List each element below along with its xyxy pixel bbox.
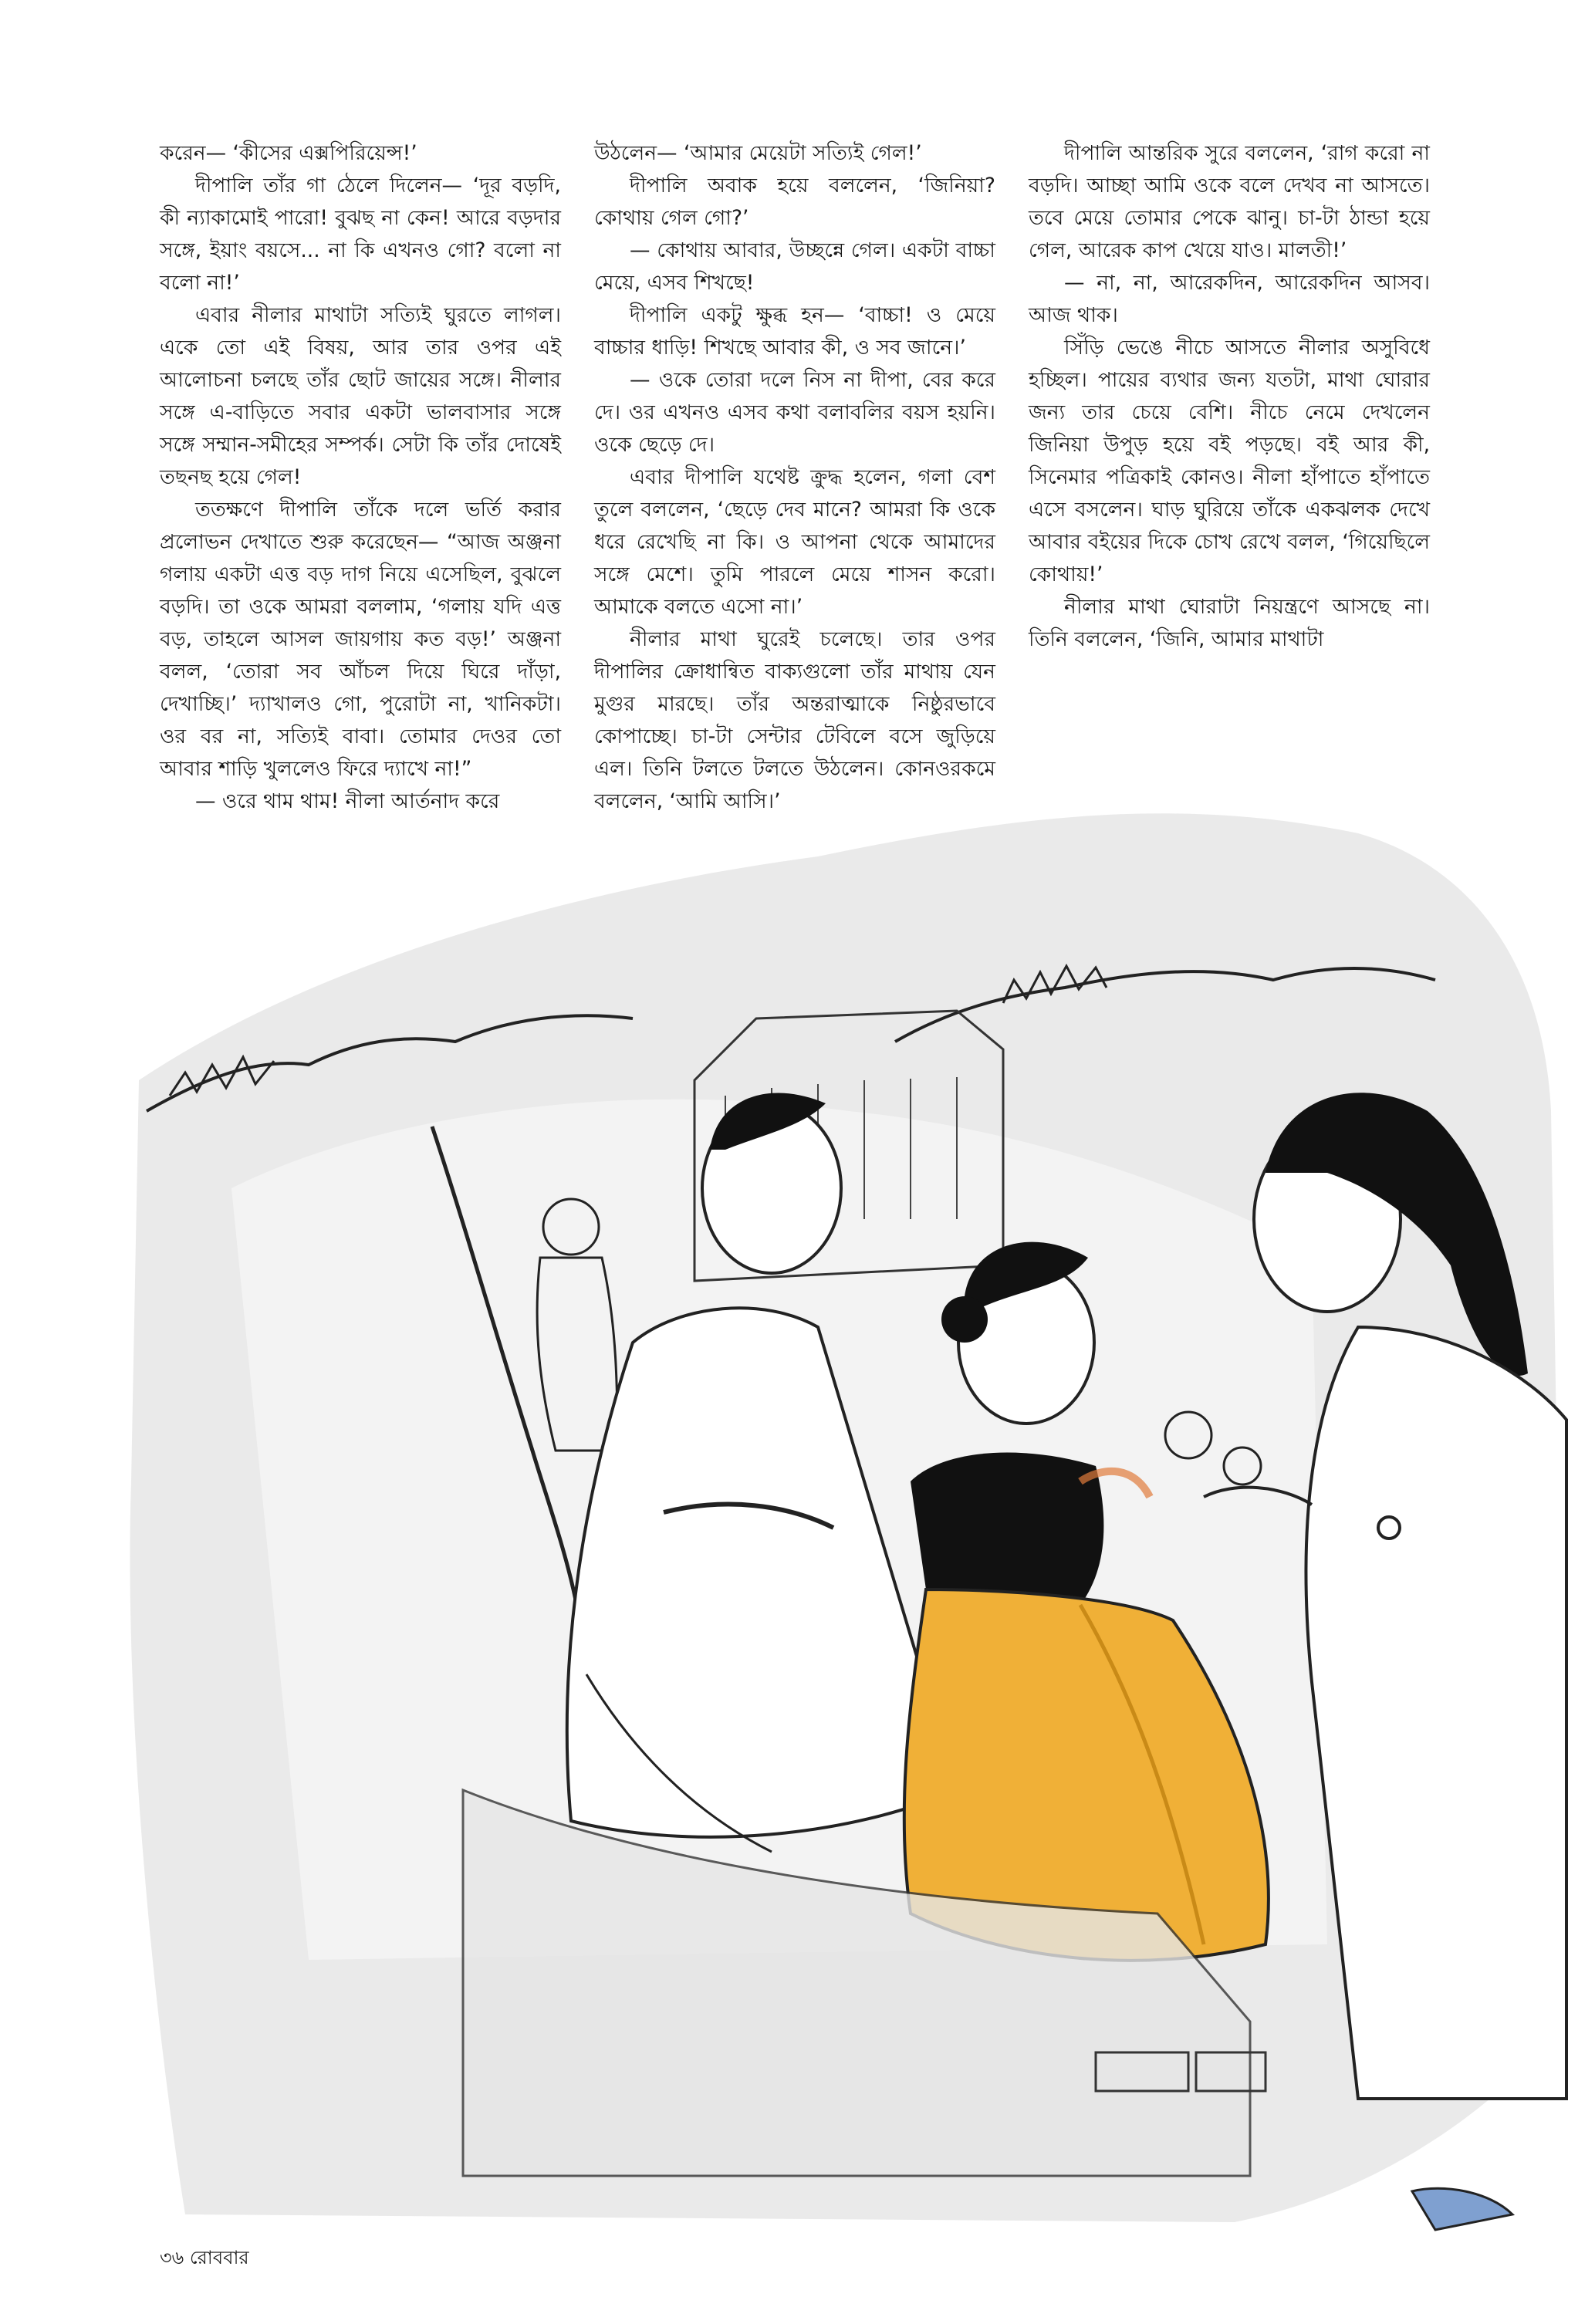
paragraph: দীপালি একটু ক্ষুব্ধ হন— ‘বাচ্চা! ও মেয়ে বাচ্চার ধাড়ি! শিখছে আবার কী, ও সব জানে।’ bbox=[594, 303, 995, 360]
paragraph: সিঁড়ি ভেঙে নীচে আসতে নীলার অসুবিধে হচ্ছিল। পায়ের ব্যথার জন্য যতটা, মাথা ঘোরার জন্য তার চেয়ে বেশি। নীচে নেমে দেখলেন জিনিয়া উপুড় হয়ে বই পড়ছে। বই আর কী, সিনেমার পত্রিকাই কোনও। নীলা হাঁপাতে হাঁপাতে এসে বসলেন। ঘাড় ঘুরিয়ে তাঁকে একঝলক দেখে আবার বইয়ের দিকে চোখ রেখে বলল, ‘গিয়েছিলে কোথায়!’ bbox=[1029, 336, 1430, 586]
paragraph: দীপালি অবাক হয়ে বললেন, ‘জিনিয়া? কোথায় গেল গো?’ bbox=[594, 174, 995, 230]
paragraph: — ওকে তোরা দলে নিস না দীপা, বের করে দে। ওর এখনও এসব কথা বলাবলির বয়স হয়নি। ওকে ছেড়ে দে। bbox=[594, 368, 995, 457]
paragraph: দীপালি তাঁর গা ঠেলে দিলেন— ‘দূর বড়দি, কী ন্যাকামোই পারো! বুঝছ না কেন! আরে বড়দার সঙ্গে, ইয়াং বয়সে... না কি এখনও গো? বলো না বলো না!’ bbox=[160, 174, 561, 295]
paragraph: — না, না, আরেকদিন, আরেকদিন আসব। আজ থাক। bbox=[1029, 271, 1430, 327]
story-illustration bbox=[0, 787, 1595, 2268]
paragraph: উঠলেন— ‘আমার মেয়েটা সত্যিই গেল!’ bbox=[594, 141, 922, 165]
text-column-3 bbox=[1029, 137, 1430, 656]
paragraph: করেন— ‘কীসের এক্সপিরিয়েন্স!’ bbox=[160, 141, 417, 165]
paragraph: দীপালি আন্তরিক সুরে বললেন, ‘রাগ করো না বড়দি। আচ্ছা আমি ওকে বলে দেখব না আসতে। তবে মেয়ে তোমার পেকে ঝানু। চা-টা ঠান্ডা হয়ে গেল, আরেক কাপ খেয়ে যাও। মালতী!’ bbox=[1029, 141, 1430, 262]
text-column-2 bbox=[594, 137, 995, 818]
paragraph: এবার নীলার মাথাটা সত্যিই ঘুরতে লাগল। একে তো এই বিষয়, আর তার ওপর এই আলোচনা চলছে তাঁর ছোট জায়ের সঙ্গে। নীলার সঙ্গে এ-বাড়িতে সবার একটা ভালবাসার সঙ্গে সঙ্গে সম্মান-সমীহের সম্পর্ক। সেটা কি তাঁর দোষেই তছনছ হয়ে গেল! bbox=[160, 303, 561, 489]
text-column-1 bbox=[160, 137, 561, 818]
paragraph: — ওরে থাম থাম! নীলা আর্তনাদ করে bbox=[195, 789, 500, 813]
paragraph: নীলার মাথা ঘোরাটা নিয়ন্ত্রণে আসছে না। তিনি বললেন, ‘জিনি, আমার মাথাটা bbox=[1029, 595, 1430, 651]
paragraph: নীলার মাথা ঘুরেই চলেছে। তার ওপর দীপালির ক্রোধান্বিত বাক্যগুলো তাঁর মাথায় যেন মুগুর মারছে। তাঁর অন্তরাত্মাকে নিষ্ঠুরভাবে কোপাচ্ছে। চা-টা সেন্টার টেবিলে বসে জুড়িয়ে এল। তিনি টলতে টলতে উঠলেন। কোনওরকমে বললেন, ‘আমি আসি।’ bbox=[594, 627, 995, 813]
paragraph: ততক্ষণে দীপালি তাঁকে দলে ভর্তি করার প্রলোভন দেখাতে শুরু করেছেন— “আজ অঞ্জনা গলায় একটা এত্ত বড় দাগ নিয়ে এসেছিল, বুঝলে বড়দি। তা ওকে আমরা বললাম, ‘গলায় যদি এত্ত বড়, তাহলে আসল জায়গায় কত বড়!’ অঞ্জনা বলল, ‘তোরা সব আঁচল দিয়ে ঘিরে দাঁড়া, দেখাচ্ছি।’ দ্যাখালও গো, পুরোটা না, খানিকটা। ওর বর না, সত্যিই বাবা। তোমার দেওর তো আবার শাড়ি খুললেও ফিরে দ্যাখে না!” bbox=[160, 498, 561, 781]
magazine-name: রোববার bbox=[189, 2247, 249, 2268]
page-footer bbox=[160, 2244, 249, 2275]
page-number: ৩৬ bbox=[160, 2247, 184, 2268]
paragraph: — কোথায় আবার, উচ্ছন্নে গেল। একটা বাচ্চা মেয়ে, এসব শিখছে! bbox=[594, 238, 995, 295]
paragraph: এবার দীপালি যথেষ্ট ক্রুদ্ধ হলেন, গলা বেশ তুলে বললেন, ‘ছেড়ে দেব মানে? আমরা কি ওকে ধরে রেখেছি না কি। ও আপনা থেকে আমাদের সঙ্গে মেশে। তুমি পারলে মেয়ে শাসন করো। আমাকে বলতে এসো না।’ bbox=[594, 465, 995, 619]
